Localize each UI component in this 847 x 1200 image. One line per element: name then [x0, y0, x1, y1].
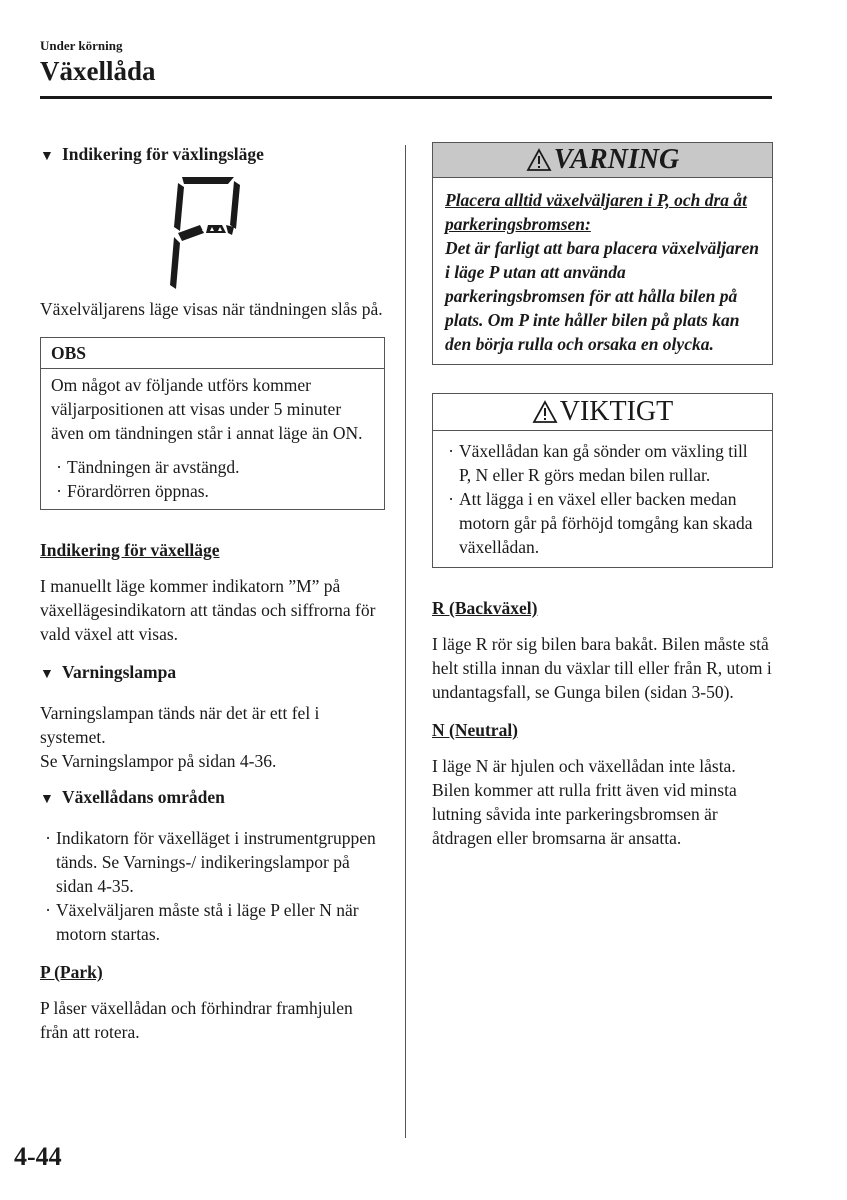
- indicator-text: I manuellt läge kommer indikatorn ”M” på växellägesindikatorn att tändas och siffrorna för vald växel att visas.: [40, 576, 376, 644]
- important-box: [432, 393, 773, 568]
- important-title: VIKTIGT: [559, 396, 674, 427]
- triangle-down-icon: ▼: [40, 149, 54, 164]
- right-column: [432, 142, 773, 850]
- gear-indication-heading: ▼ Indikering för växlingsläge: [40, 142, 385, 169]
- page-title: Växellåda: [40, 56, 156, 86]
- reverse-heading: R (Backväxel): [432, 598, 538, 618]
- warning-title: VARNING: [553, 144, 680, 175]
- important-item: · Att lägga i en växel eller backen medan motorn går på förhöjd tomgång kan skada växellådan.: [448, 489, 753, 557]
- lamp-text: Varningslampan tänds när det är ett fel i systemet.: [40, 703, 320, 747]
- triangle-down-icon: ▼: [40, 792, 54, 807]
- obs-item: · Förardörren öppnas.: [56, 481, 209, 501]
- park-heading: P (Park): [40, 962, 103, 982]
- column-divider: [405, 145, 406, 1138]
- obs-body: [41, 369, 384, 509]
- warning-triangle-icon: [526, 148, 552, 172]
- section-label: Under körning: [40, 38, 123, 53]
- gear-description: Växelväljarens läge visas när tändningen slås på.: [40, 299, 383, 319]
- ranges-item: · Indikatorn för växelläget i instrumentgruppen tänds. Se Varnings-/ indikeringslampor på sidan 4-35.: [45, 828, 376, 896]
- important-item: · Växellådan kan gå sönder om växling till P, N eller R görs medan bilen rullar.: [448, 441, 748, 485]
- warning-box: [432, 142, 773, 365]
- ranges-heading: ▼ Växellådans områden: [40, 785, 385, 812]
- warning-text: Det är farligt att bara placera växelväljaren i läge P utan att använda parkeringsbromsen för att hålla bilen på plats. Om P inte håller bilen på plats kan den börja rulla och orsaka en olycka.: [445, 238, 759, 354]
- obs-box: [40, 337, 385, 510]
- lamp-heading: ▼ Varningslampa: [40, 660, 385, 687]
- warning-body: [433, 178, 772, 364]
- gear-p-display-icon: [170, 175, 290, 291]
- lamp-reference: Se Varningslampor på sidan 4-36.: [40, 751, 277, 771]
- ranges-item: · Växelväljaren måste stå i läge P eller N när motorn startas.: [45, 900, 359, 944]
- neutral-text: I läge N är hjulen och växellådan inte låsta. Bilen kommer att rulla fritt även vid minsta lutning såvida inte parkeringsbromsen är åtdragen eller bromsarna är ansatta.: [432, 756, 737, 848]
- obs-item: · Tändningen är avstängd.: [56, 457, 240, 477]
- warning-triangle-icon: [532, 400, 558, 424]
- page-number: 4-44: [14, 1142, 62, 1171]
- obs-title: OBS: [41, 338, 384, 369]
- warning-lead: Placera alltid växelväljaren i P, och dra åt parkeringsbromsen:: [445, 190, 748, 234]
- title-rule: [40, 96, 772, 99]
- important-body: [433, 431, 772, 567]
- warning-header: [433, 143, 772, 178]
- indicator-heading: Indikering för växelläge: [40, 540, 220, 560]
- left-column: [40, 142, 385, 1044]
- obs-text: Om något av följande utförs kommer väljarpositionen att visas under 5 minuter även om tändningen står i annat läge än ON.: [51, 375, 363, 443]
- park-text: P låser växellådan och förhindrar framhjulen från att rotera.: [40, 998, 353, 1042]
- neutral-heading: N (Neutral): [432, 720, 519, 740]
- gear-display: [40, 169, 385, 297]
- triangle-down-icon: ▼: [40, 667, 54, 682]
- reverse-text: I läge R rör sig bilen bara bakåt. Bilen måste stå helt stilla innan du växlar till eller från R, utom i undantagsfall, se Gunga bilen (sidan 3-50).: [432, 634, 772, 702]
- important-header: [433, 394, 772, 431]
